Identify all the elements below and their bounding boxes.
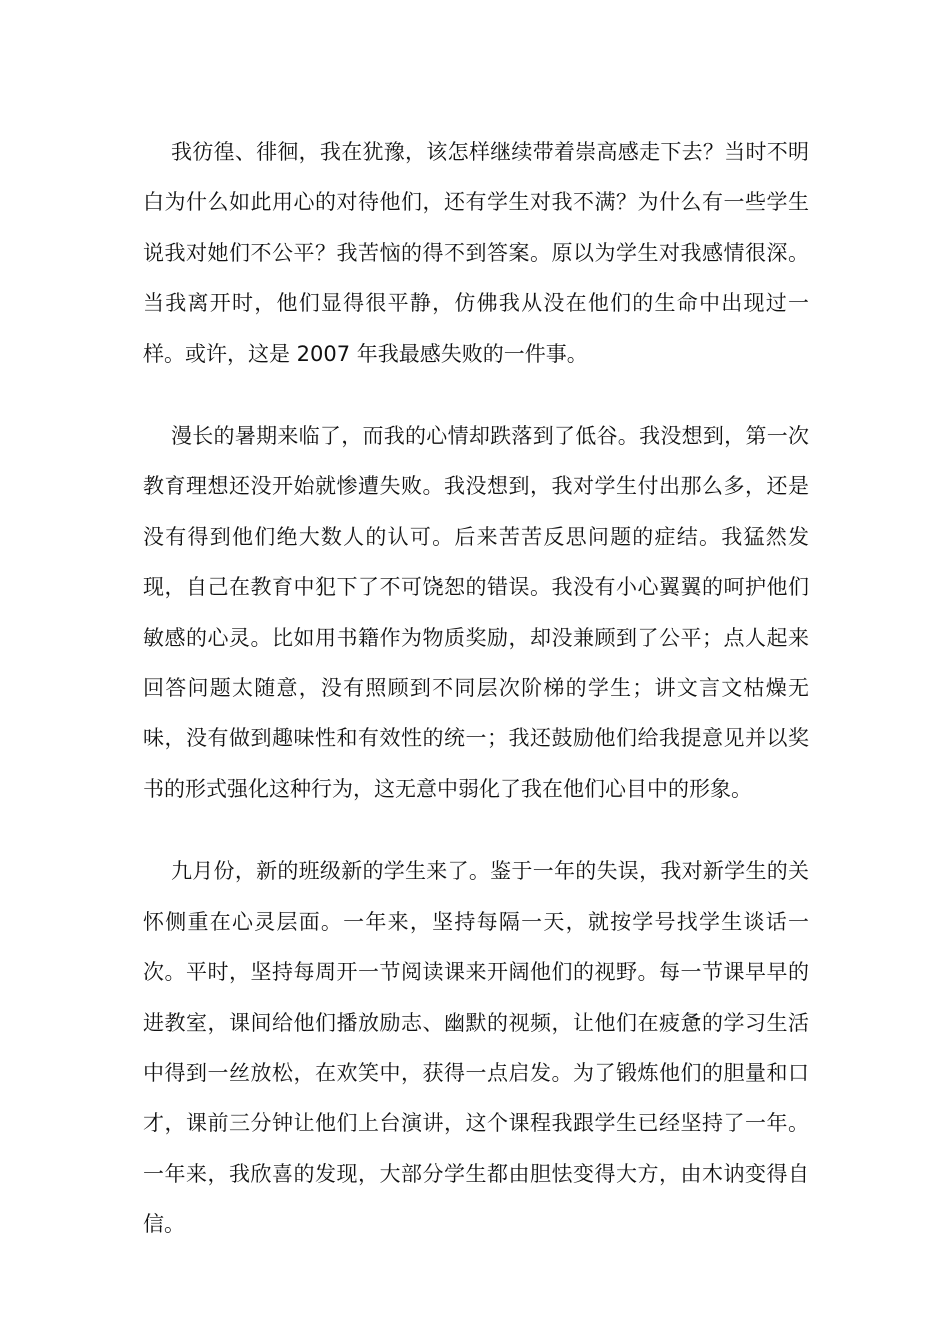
paragraph-2: 漫长的暑期来临了，而我的心情却跌落到了低谷。我没想到，第一次教育理想还没开始就惨遭失败。我没想到，我对学生付出那么多，还是没有得到他们绝大数人的认可。后来苦苦反思问题的症结。我猛然发现，自己在教育中犯下了不可饶恕的错误。我没有小心翼翼的呵护他们敏感的心灵。比如用书籍作为物质奖励，却没兼顾到了公平；点人起来回答问题太随意，没有照顾到不同层次阶梯的学生；讲文言文枯燥无味，没有做到趣味性和有效性的统一；我还鼓励他们给我提意见并以奖书的形式强化这种行为，这无意中弱化了我在他们心目中的形象。: [143, 424, 809, 801]
paragraph-3: 九月份，新的班级新的学生来了。鉴于一年的失误，我对新学生的关怀侧重在心灵层面。一年来，坚持每隔一天，就按学号找学生谈话一次。平时，坚持每周开一节阅读课来开阔他们的视野。每一节课早早的进教室，课间给他们播放励志、幽默的视频，让他们在疲惫的学习生活中得到一丝放松，在欢笑中，获得一点启发。为了锻炼他们的胆量和口才，课前三分钟让他们上台演讲，这个课程我跟学生已经坚持了一年。一年来，我欣喜的发现，大部分学生都由胆怯变得大方，由木讷变得自信。: [143, 859, 809, 1237]
paragraph-1: 我彷徨、徘徊，我在犹豫，该怎样继续带着崇高感走下去？当时不明白为什么如此用心的对待他们，还有学生对我不满？为什么有一些学生说我对她们不公平？我苦恼的得不到答案。原以为学生对我感情很深。当我离开时，他们显得很平静，仿佛我从没在他们的生命中出现过一样。或许，这是 2007 年我最感失败的一件事。: [143, 140, 809, 366]
document-body: [143, 127, 809, 1250]
